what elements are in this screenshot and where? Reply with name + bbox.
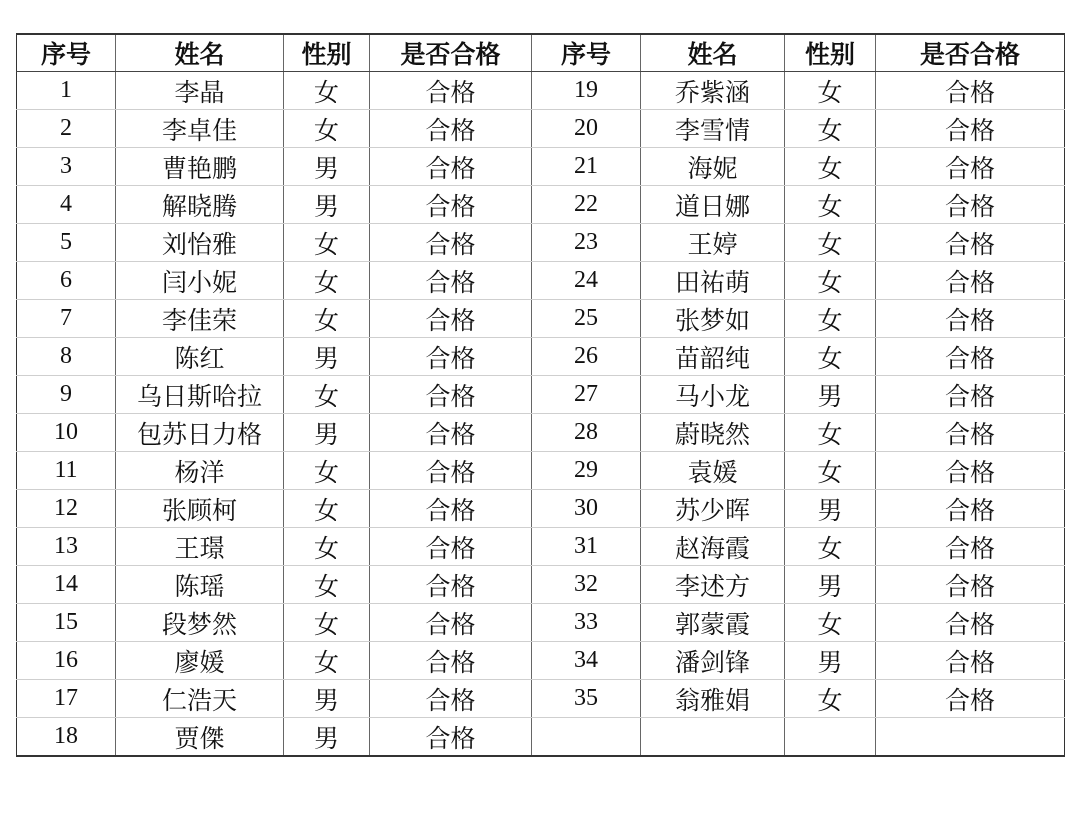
name-cell: 李述方 (641, 566, 785, 604)
gender-cell: 男 (284, 338, 370, 376)
table-row (17, 642, 1065, 680)
seq-cell: 30 (532, 490, 641, 528)
gender-cell: 女 (785, 528, 876, 566)
qualified-cell: 合格 (876, 72, 1065, 110)
seq-cell: 20 (532, 110, 641, 148)
name-cell: 乌日斯哈拉 (116, 376, 284, 414)
gender-cell: 女 (284, 262, 370, 300)
qualified-cell: 合格 (876, 224, 1065, 262)
gender-cell: 女 (785, 680, 876, 718)
seq-cell: 7 (17, 300, 116, 338)
roster-table (16, 33, 1065, 757)
seq-cell: 8 (17, 338, 116, 376)
seq-cell: 21 (532, 148, 641, 186)
table-row (17, 376, 1065, 414)
name-cell: 张顾柯 (116, 490, 284, 528)
table-row (17, 72, 1065, 110)
name-cell: 陈瑶 (116, 566, 284, 604)
header-seq-right: 序号 (532, 34, 641, 72)
seq-cell: 34 (532, 642, 641, 680)
qualified-cell: 合格 (370, 376, 532, 414)
qualified-cell: 合格 (370, 224, 532, 262)
gender-cell: 女 (284, 490, 370, 528)
seq-cell: 26 (532, 338, 641, 376)
gender-cell: 男 (284, 414, 370, 452)
gender-cell: 女 (284, 72, 370, 110)
seq-cell: 23 (532, 224, 641, 262)
qualified-cell: 合格 (370, 414, 532, 452)
gender-cell: 女 (785, 414, 876, 452)
seq-cell: 17 (17, 680, 116, 718)
table-row (17, 224, 1065, 262)
gender-cell: 女 (785, 604, 876, 642)
table-row (17, 604, 1065, 642)
name-cell: 王婷 (641, 224, 785, 262)
gender-cell: 女 (284, 224, 370, 262)
seq-cell: 15 (17, 604, 116, 642)
name-cell: 仁浩天 (116, 680, 284, 718)
seq-cell: 18 (17, 718, 116, 757)
qualified-cell: 合格 (370, 452, 532, 490)
qualified-cell: 合格 (876, 414, 1065, 452)
qualified-cell: 合格 (370, 338, 532, 376)
name-cell: 潘剑锋 (641, 642, 785, 680)
name-cell: 苗韶纯 (641, 338, 785, 376)
table-row (17, 300, 1065, 338)
seq-cell: 9 (17, 376, 116, 414)
qualified-cell: 合格 (370, 262, 532, 300)
qualified-cell: 合格 (876, 604, 1065, 642)
seq-cell: 3 (17, 148, 116, 186)
header-gender-left: 性别 (284, 34, 370, 72)
seq-cell (532, 718, 641, 757)
table-row (17, 338, 1065, 376)
table-row (17, 414, 1065, 452)
gender-cell: 女 (785, 338, 876, 376)
table-row (17, 566, 1065, 604)
header-name-right: 姓名 (641, 34, 785, 72)
qualified-cell: 合格 (370, 680, 532, 718)
seq-cell: 24 (532, 262, 641, 300)
qualified-cell: 合格 (876, 490, 1065, 528)
qualified-cell: 合格 (876, 642, 1065, 680)
name-cell: 张梦如 (641, 300, 785, 338)
gender-cell: 男 (284, 718, 370, 757)
gender-cell: 女 (284, 604, 370, 642)
gender-cell: 女 (785, 300, 876, 338)
gender-cell: 女 (785, 72, 876, 110)
gender-cell: 男 (284, 186, 370, 224)
table-row (17, 262, 1065, 300)
qualified-cell: 合格 (370, 718, 532, 757)
gender-cell (785, 718, 876, 757)
seq-cell: 2 (17, 110, 116, 148)
name-cell: 翁雅娟 (641, 680, 785, 718)
table-row (17, 452, 1065, 490)
seq-cell: 4 (17, 186, 116, 224)
name-cell: 李佳荣 (116, 300, 284, 338)
name-cell: 郭蒙霞 (641, 604, 785, 642)
gender-cell: 女 (785, 186, 876, 224)
qualified-cell: 合格 (370, 566, 532, 604)
gender-cell: 男 (785, 376, 876, 414)
name-cell: 马小龙 (641, 376, 785, 414)
gender-cell: 女 (284, 110, 370, 148)
name-cell: 杨洋 (116, 452, 284, 490)
seq-cell: 32 (532, 566, 641, 604)
gender-cell: 男 (284, 148, 370, 186)
gender-cell: 女 (284, 452, 370, 490)
gender-cell: 女 (785, 262, 876, 300)
gender-cell: 女 (785, 110, 876, 148)
seq-cell: 33 (532, 604, 641, 642)
qualified-cell: 合格 (876, 376, 1065, 414)
seq-cell: 5 (17, 224, 116, 262)
qualified-cell: 合格 (876, 186, 1065, 224)
qualified-cell: 合格 (876, 300, 1065, 338)
seq-cell: 25 (532, 300, 641, 338)
seq-cell: 11 (17, 452, 116, 490)
qualified-cell: 合格 (370, 528, 532, 566)
qualified-cell: 合格 (370, 110, 532, 148)
seq-cell: 10 (17, 414, 116, 452)
name-cell: 解晓腾 (116, 186, 284, 224)
qualified-cell: 合格 (876, 566, 1065, 604)
seq-cell: 29 (532, 452, 641, 490)
seq-cell: 19 (532, 72, 641, 110)
qualified-cell: 合格 (370, 604, 532, 642)
gender-cell: 女 (785, 452, 876, 490)
table-row (17, 528, 1065, 566)
seq-cell: 28 (532, 414, 641, 452)
qualified-cell: 合格 (370, 72, 532, 110)
qualified-cell: 合格 (876, 262, 1065, 300)
qualified-cell: 合格 (876, 338, 1065, 376)
table-header-row (17, 34, 1065, 72)
gender-cell: 女 (785, 148, 876, 186)
name-cell: 田祐萌 (641, 262, 785, 300)
gender-cell: 女 (284, 300, 370, 338)
name-cell: 乔紫涵 (641, 72, 785, 110)
gender-cell: 男 (785, 642, 876, 680)
header-seq-left: 序号 (17, 34, 116, 72)
name-cell: 段梦然 (116, 604, 284, 642)
gender-cell: 男 (785, 490, 876, 528)
gender-cell: 女 (284, 642, 370, 680)
name-cell: 廖媛 (116, 642, 284, 680)
roster-sheet (16, 33, 1065, 757)
name-cell: 闫小妮 (116, 262, 284, 300)
seq-cell: 13 (17, 528, 116, 566)
seq-cell: 27 (532, 376, 641, 414)
name-cell: 王璟 (116, 528, 284, 566)
gender-cell: 男 (284, 680, 370, 718)
gender-cell: 女 (284, 566, 370, 604)
gender-cell: 男 (785, 566, 876, 604)
qualified-cell: 合格 (876, 148, 1065, 186)
name-cell: 陈红 (116, 338, 284, 376)
qualified-cell: 合格 (876, 110, 1065, 148)
header-qualified-right: 是否合格 (876, 34, 1065, 72)
qualified-cell: 合格 (370, 148, 532, 186)
seq-cell: 12 (17, 490, 116, 528)
name-cell: 蔚晓然 (641, 414, 785, 452)
name-cell: 苏少晖 (641, 490, 785, 528)
qualified-cell: 合格 (370, 642, 532, 680)
name-cell (641, 718, 785, 757)
table-row (17, 110, 1065, 148)
name-cell: 道日娜 (641, 186, 785, 224)
gender-cell: 女 (284, 528, 370, 566)
gender-cell: 女 (284, 376, 370, 414)
table-row (17, 148, 1065, 186)
name-cell: 贾傑 (116, 718, 284, 757)
name-cell: 刘怡雅 (116, 224, 284, 262)
table-row (17, 680, 1065, 718)
seq-cell: 16 (17, 642, 116, 680)
qualified-cell: 合格 (876, 680, 1065, 718)
seq-cell: 6 (17, 262, 116, 300)
header-qualified-left: 是否合格 (370, 34, 532, 72)
name-cell: 李雪情 (641, 110, 785, 148)
seq-cell: 14 (17, 566, 116, 604)
table-row (17, 718, 1065, 757)
header-gender-right: 性别 (785, 34, 876, 72)
qualified-cell (876, 718, 1065, 757)
qualified-cell: 合格 (876, 528, 1065, 566)
qualified-cell: 合格 (370, 186, 532, 224)
seq-cell: 22 (532, 186, 641, 224)
qualified-cell: 合格 (876, 452, 1065, 490)
name-cell: 李晶 (116, 72, 284, 110)
table-body (17, 72, 1065, 757)
name-cell: 袁媛 (641, 452, 785, 490)
gender-cell: 女 (785, 224, 876, 262)
name-cell: 海妮 (641, 148, 785, 186)
name-cell: 李卓佳 (116, 110, 284, 148)
header-name-left: 姓名 (116, 34, 284, 72)
name-cell: 包苏日力格 (116, 414, 284, 452)
qualified-cell: 合格 (370, 490, 532, 528)
name-cell: 曹艳鹏 (116, 148, 284, 186)
qualified-cell: 合格 (370, 300, 532, 338)
seq-cell: 35 (532, 680, 641, 718)
seq-cell: 31 (532, 528, 641, 566)
table-row (17, 186, 1065, 224)
table-row (17, 490, 1065, 528)
name-cell: 赵海霞 (641, 528, 785, 566)
seq-cell: 1 (17, 72, 116, 110)
